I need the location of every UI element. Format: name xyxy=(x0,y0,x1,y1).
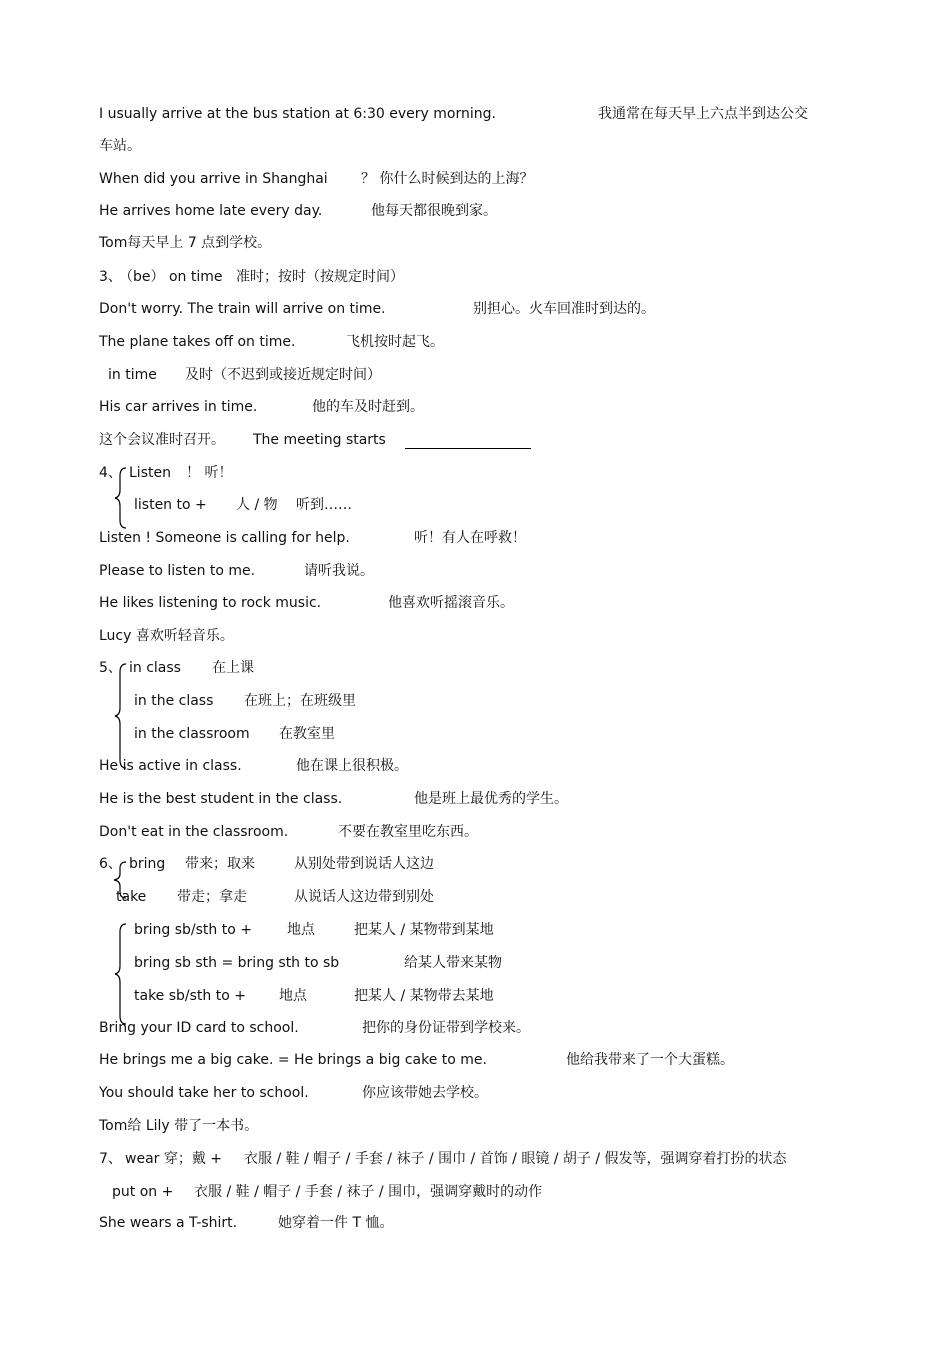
sentence-en: Don't eat in the classroom. xyxy=(99,824,289,840)
sentence-zh: ？ 你什么时候到达的上海？ xyxy=(361,171,534,187)
phrase: in time xyxy=(108,367,157,383)
sentence-zh: 把你的身份证带到学校来。 xyxy=(362,1020,530,1036)
phrase-meaning: 在班上；在班级里 xyxy=(244,693,356,709)
sentence-zh: 他在课上很积极。 xyxy=(296,758,408,774)
sentence-zh: 她穿着一件 T 恤。 xyxy=(278,1215,394,1231)
phrase-object: 地点 xyxy=(287,922,315,938)
sentence-en: I usually arrive at the bus station at 6:30 every morning. xyxy=(99,106,496,122)
sentence-zh: 他给我带来了一个大蛋糕。 xyxy=(566,1052,734,1068)
phrase-meaning: 把某人 / 某物带到某地 xyxy=(354,922,494,938)
phrase-meaning: ！ 听！ xyxy=(186,465,233,481)
sentence-en: Listen ! Someone is calling for help. xyxy=(99,530,350,546)
brace-bracket xyxy=(114,662,128,770)
sentence-en: You should take her to school. xyxy=(99,1085,309,1101)
sentence-zh: 飞机按时起飞。 xyxy=(346,334,444,350)
sentence-en: His car arrives in time. xyxy=(99,399,258,415)
sentence-zh: 他每天都很晚到家。 xyxy=(371,203,497,219)
phrase: in the classroom xyxy=(134,726,250,742)
sentence-en: He brings me a big cake. = He brings a big cake to me. xyxy=(99,1052,487,1068)
phrase-meaning: 带来；取来 xyxy=(185,856,255,872)
phrase: bring xyxy=(129,856,166,872)
sentence-en: When did you arrive in Shanghai xyxy=(99,171,328,187)
phrase-meaning: 带走；拿走 xyxy=(177,889,247,905)
phrase: put on + xyxy=(112,1184,174,1200)
sentence-en: He is active in class. xyxy=(99,758,242,774)
brace-bracket xyxy=(114,466,128,530)
phrase: take sb/sth to + xyxy=(134,988,246,1004)
sentence-en: Don't worry. The train will arrive on time. xyxy=(99,301,386,317)
exercise-sentence: Tom每天早上 7 点到学校。 xyxy=(99,235,272,251)
sentence-zh: 车站。 xyxy=(99,138,141,154)
section-number: 4、 xyxy=(99,465,122,481)
brace-bracket xyxy=(114,922,128,1026)
phrase-meaning: 准时；按时（按规定时间） xyxy=(236,269,404,285)
sentence-en: The plane takes off on time. xyxy=(99,334,296,350)
exercise-sentence-en: The meeting starts xyxy=(253,432,386,448)
phrase: listen to + xyxy=(134,497,207,513)
phrase-note: 从说话人这边带到别处 xyxy=(294,889,434,905)
phrase-meaning: 及时（不迟到或接近规定时间） xyxy=(185,367,381,383)
sentence-zh: 你应该带她去学校。 xyxy=(362,1085,488,1101)
phrase-meaning: 衣服 / 鞋 / 帽子 / 手套 / 袜子 / 围巾 / 首饰 / 眼镜 / 胡子 / 假发等，强调穿着打扮的状态 xyxy=(244,1151,787,1167)
phrase-object: 地点 xyxy=(279,988,307,1004)
exercise-sentence: Tom给 Lily 带了一本书。 xyxy=(99,1118,259,1134)
sentence-zh: 不要在教室里吃东西。 xyxy=(338,824,478,840)
sentence-zh: 我通常在每天早上六点半到达公交 xyxy=(598,106,808,122)
sentence-en: Bring your ID card to school. xyxy=(99,1020,299,1036)
answer-blank xyxy=(405,447,531,449)
section-number: 7、 xyxy=(99,1151,122,1167)
phrase: in class xyxy=(129,660,181,676)
phrase-object: 人 / 物 xyxy=(236,497,278,513)
sentence-zh: 他是班上最优秀的学生。 xyxy=(414,791,568,807)
phrase: bring sb sth = bring sth to sb xyxy=(134,955,340,971)
phrase: wear 穿；戴 + xyxy=(125,1151,223,1167)
phrase-meaning: 在上课 xyxy=(212,660,254,676)
phrase: take xyxy=(116,889,147,905)
phrase: bring sb/sth to + xyxy=(134,922,252,938)
phrase-meaning: 衣服 / 鞋 / 帽子 / 手套 / 袜子 / 围巾，强调穿戴时的动作 xyxy=(194,1184,543,1200)
phrase: （be） on time xyxy=(119,269,223,285)
phrase: in the class xyxy=(134,693,214,709)
phrase-meaning: 把某人 / 某物带去某地 xyxy=(354,988,494,1004)
section-number: 6、 xyxy=(99,856,122,872)
sentence-zh: 他喜欢听摇滚音乐。 xyxy=(388,595,514,611)
sentence-zh: 他的车及时赶到。 xyxy=(312,399,424,415)
sentence-en: Please to listen to me. xyxy=(99,563,256,579)
sentence-en: He is the best student in the class. xyxy=(99,791,343,807)
sentence-en: He likes listening to rock music. xyxy=(99,595,322,611)
sentence-zh: 请听我说。 xyxy=(304,563,374,579)
sentence-zh: 听！有人在呼救！ xyxy=(414,530,526,546)
exercise-sentence-zh: 这个会议准时召开。 xyxy=(99,432,225,448)
exercise-sentence: Lucy 喜欢听轻音乐。 xyxy=(99,628,234,644)
sentence-en: She wears a T-shirt. xyxy=(99,1215,238,1231)
phrase: Listen xyxy=(129,465,171,481)
phrase-meaning: 在教室里 xyxy=(279,726,335,742)
phrase-meaning: 给某人带来某物 xyxy=(404,955,502,971)
phrase-meaning: 听到…… xyxy=(296,497,352,513)
section-number: 5、 xyxy=(99,660,122,676)
phrase-note: 从别处带到说话人这边 xyxy=(294,856,434,872)
section-number: 3、 xyxy=(99,269,122,285)
sentence-en: He arrives home late every day. xyxy=(99,203,323,219)
sentence-zh: 别担心。火车回准时到达的。 xyxy=(473,301,655,317)
